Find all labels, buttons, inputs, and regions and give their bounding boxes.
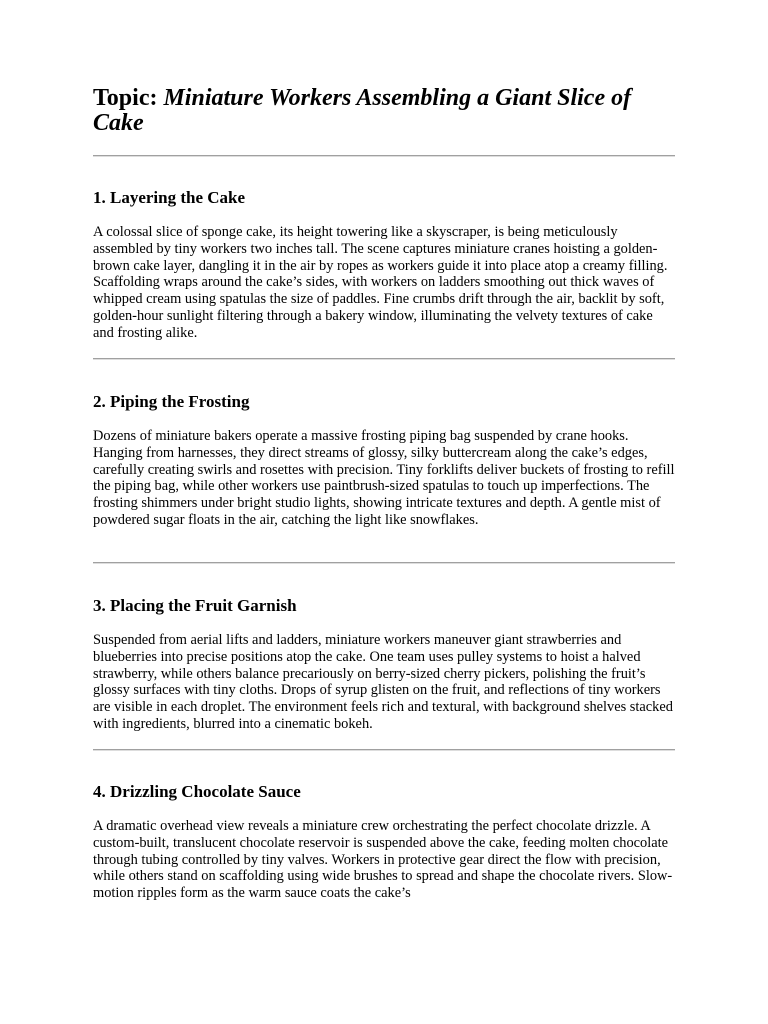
title-prefix: Topic:: [93, 85, 158, 111]
divider: [93, 155, 675, 157]
section-heading-chocolate: 4. Drizzling Chocolate Sauce: [93, 782, 301, 801]
section-body-fruit: Suspended from aerial lifts and ladders, miniature workers maneuver giant strawberries and blueberries into precise positions atop the cake. One team uses pulley systems to hoist a halved strawberry, while others balance precariously on berry-sized cherry pickers, polishing the fruit’s glossy surfaces with tiny cloths. Drops of syrup glisten on the fruit, and reflections of tiny workers are visible in each droplet. The environment feels rich and textural, with background shelves stacked with ingredients, blurred into a cinematic bokeh.: [93, 632, 673, 732]
topic-title: Miniature Workers Assembling a Giant Slice of Cake: [93, 85, 632, 136]
divider: [93, 562, 675, 564]
page-title: [93, 86, 675, 136]
section-heading-fruit: 3. Placing the Fruit Garnish: [93, 596, 297, 615]
section-heading-piping: 2. Piping the Frosting: [93, 392, 250, 411]
section-heading-layering: 1. Layering the Cake: [93, 188, 246, 207]
section-body-chocolate: A dramatic overhead view reveals a miniature crew orchestrating the perfect chocolate drizzle. A custom-built, translucent chocolate reservoir is suspended above the cake, feeding molten chocolate through tubing controlled by tiny valves. Workers in protective gear direct the flow with precision, while others stand on scaffolding using wide brushes to spread and shape the chocolate rivers. Slow-motion ripples form as the warm sauce coats the cake’s: [93, 818, 673, 902]
section-body-piping: Dozens of miniature bakers operate a massive frosting piping bag suspended by crane hooks. Hanging from harnesses, they direct streams of glossy, silky buttercream along the cake’s edges, carefully creating swirls and rosettes with precision. Tiny forklifts deliver buckets of frosting to refill the piping bag, while other workers use paintbrush-sized spatulas to touch up imperfections. The frosting shimmers under bright studio lights, showing intricate textures and depth. A gentle mist of powdered sugar floats in the air, catching the light like snowflakes.: [93, 428, 675, 528]
divider: [93, 358, 675, 360]
divider: [93, 749, 675, 751]
section-body-layering: A colossal slice of sponge cake, its height towering like a skyscraper, is being meticulously assembled by tiny workers two inches tall. The scene captures miniature cranes hoisting a golden-brown cake layer, dangling it in the air by ropes as workers guide it into place atop a creamy filling. Scaffolding wraps around the cake’s sides, with workers on ladders smoothing out thick waves of whipped cream using spatulas the size of paddles. Fine crumbs drift through the air, backlit by soft, golden-hour sunlight filtering through a bakery window, illuminating the velvety textures of cake and frosting alike.: [93, 224, 668, 341]
